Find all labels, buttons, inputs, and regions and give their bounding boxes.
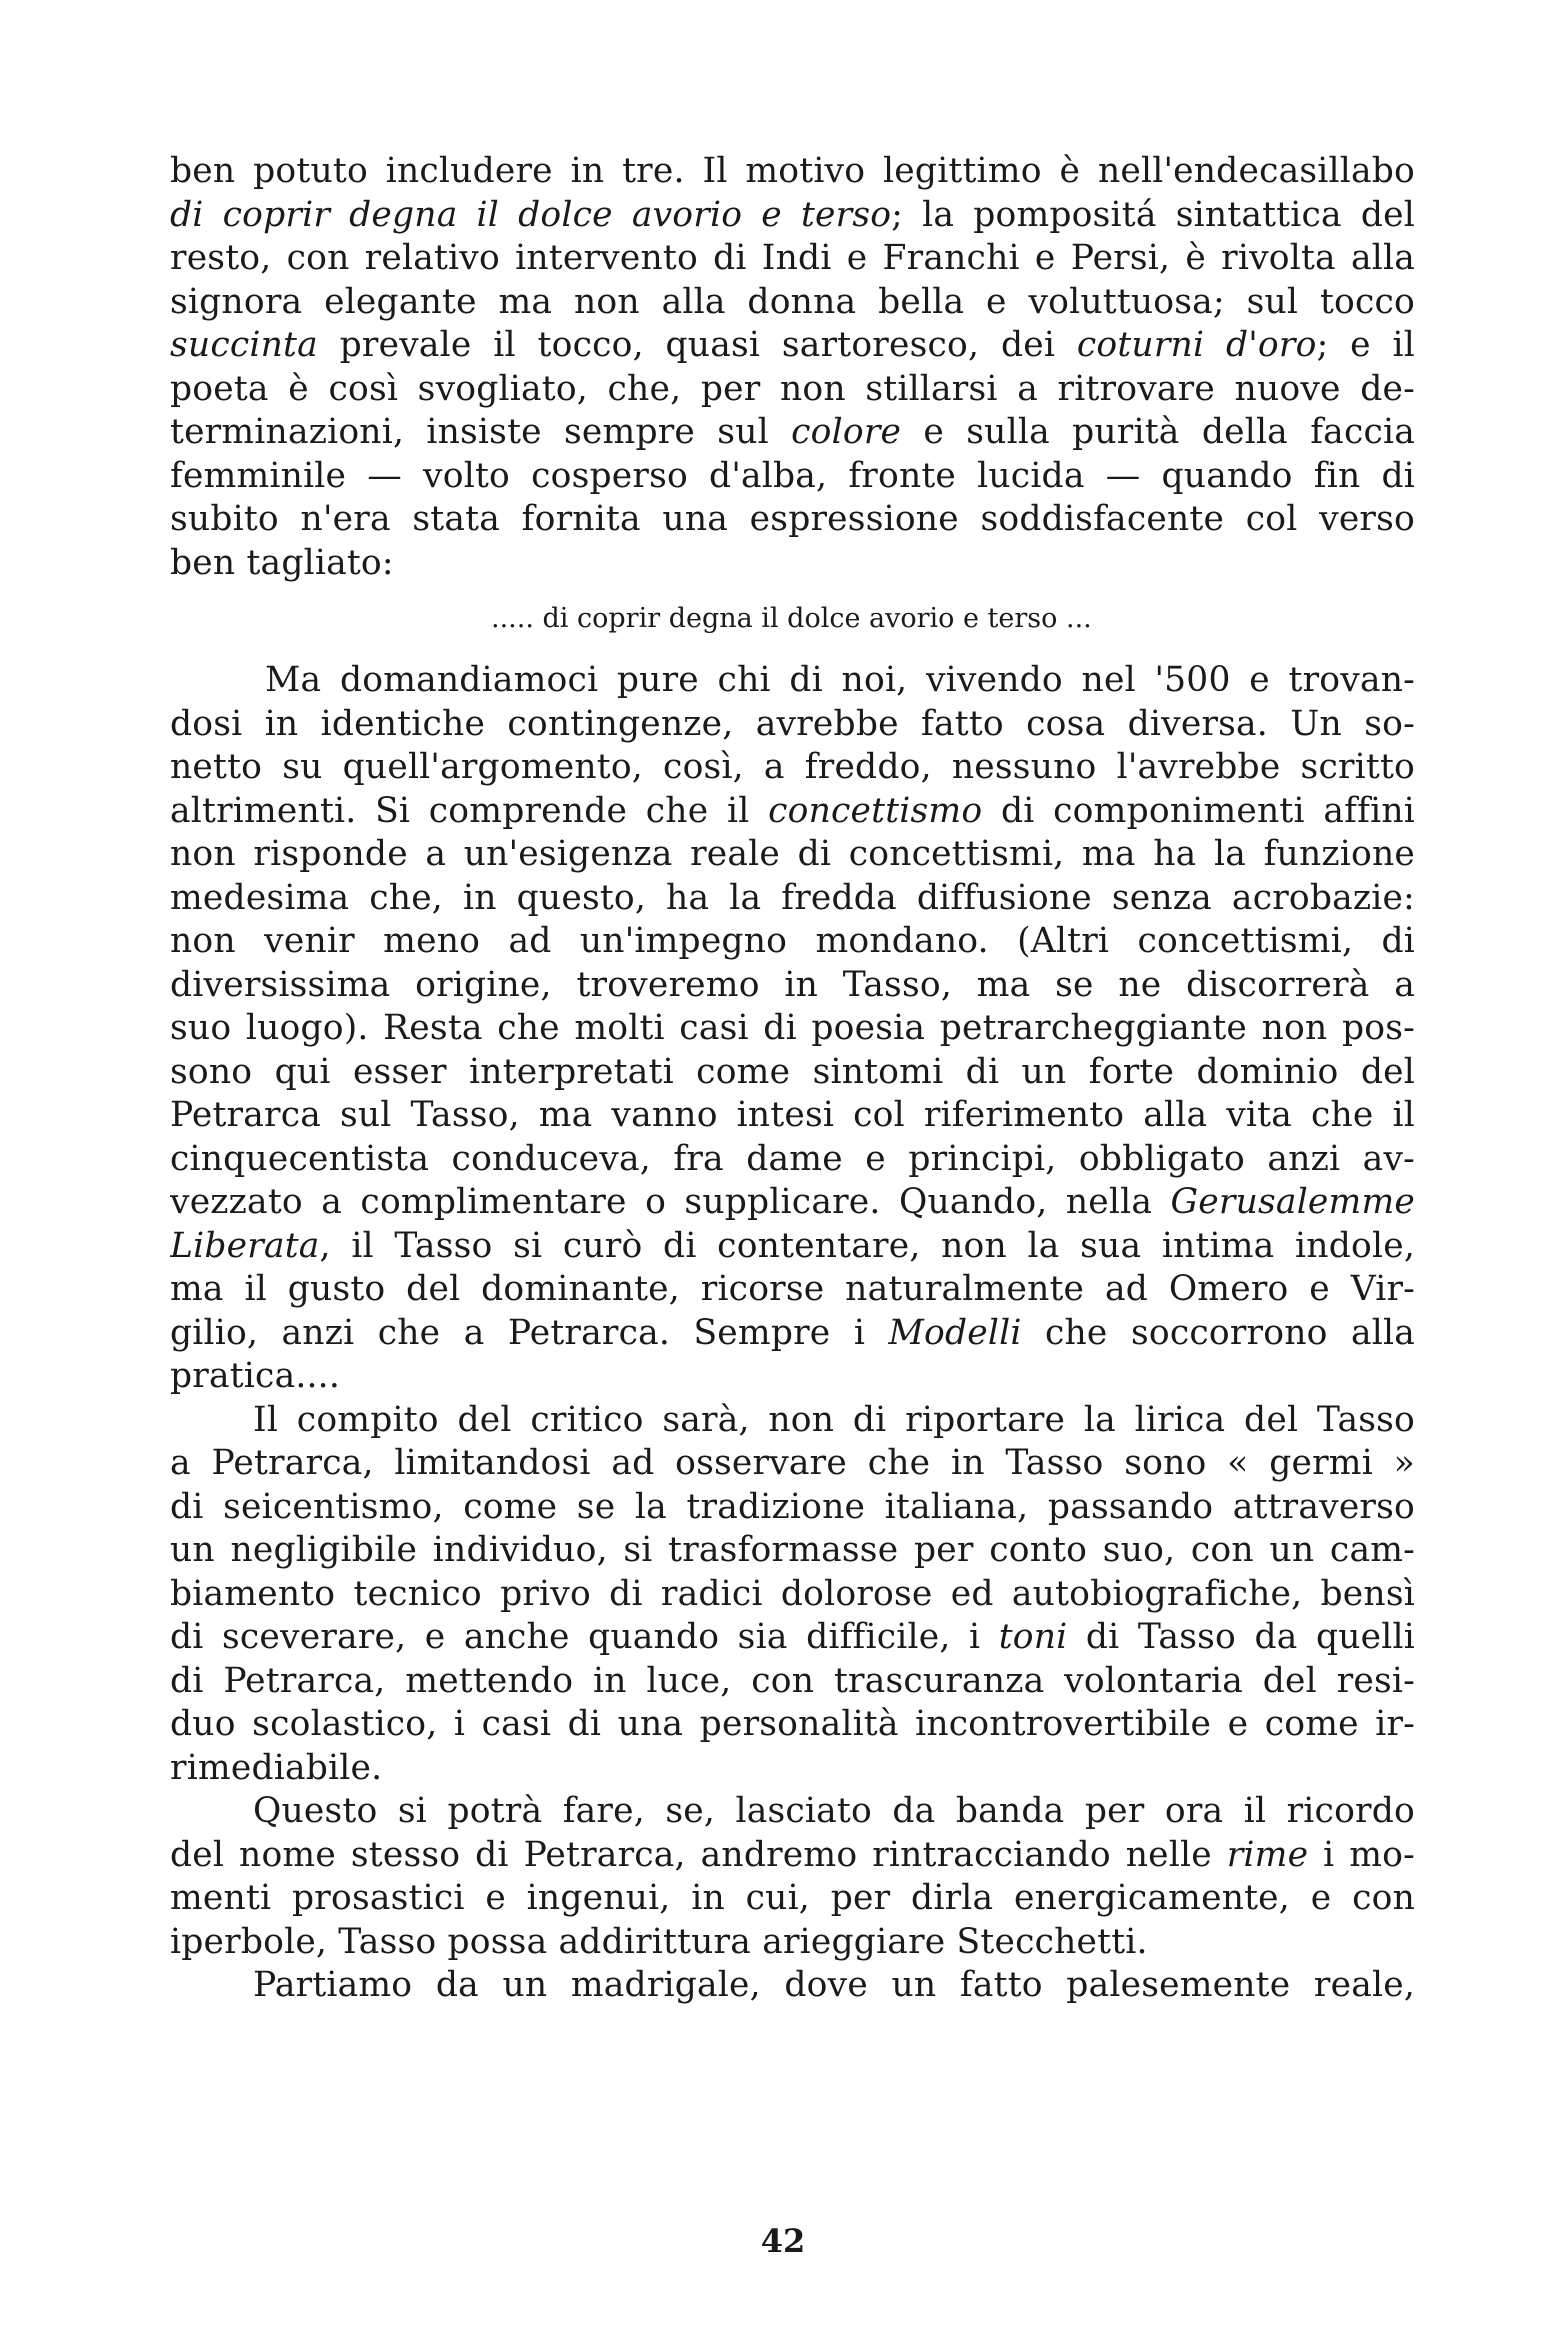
text-line: Questo si potrà fare, se, lasciato da banda per ora il ricordo	[253, 1791, 1415, 1831]
text-span: e sulla purità della faccia	[901, 412, 1415, 452]
text-line: cinquecentista conduceva, fra dame e principi, obbligato anzi av-	[170, 1138, 1415, 1179]
text-line: subito n'era stata fornita una espressione soddisfacente col verso	[170, 499, 1415, 539]
text-line	[170, 194, 1415, 238]
text-line: un negligibile individuo, si trasformasse per conto suo, con un cam-	[170, 1530, 1415, 1570]
text-span: gilio, anzi che a Petrarca. Sempre i	[170, 1312, 889, 1353]
text-line: poeta è così svogliato, che, per non stillarsi a ritrovare nuove de-	[170, 368, 1415, 409]
text-line: duo scolastico, i casi di una personalità incontrovertibile e come ir-	[170, 1704, 1415, 1744]
text-line: ben potuto includere in tre. Il motivo legittimo è nell'endecasillabo	[170, 151, 1415, 191]
paragraph-1	[170, 150, 1415, 585]
text-line: resto, con relativo intervento di Indi e Franchi e Persi, è rivolta alla	[170, 238, 1415, 278]
text-span: , il Tasso si curò di contentare, non la sua intima indole,	[319, 1225, 1415, 1266]
italic-word: Modelli	[888, 1312, 1022, 1353]
italic-word: Gerusalemme	[1170, 1182, 1415, 1222]
text-line: diversissima origine, troveremo in Tasso, ma se ne discorrerà a	[170, 964, 1415, 1005]
italic-word: Liberata	[170, 1225, 320, 1266]
text-line: Il compito del critico sarà, non di riportare la lirica del Tasso	[253, 1399, 1415, 1440]
text-span: ; la pompositá sintattica del	[891, 194, 1415, 235]
text-line	[170, 1616, 1415, 1660]
text-line: netto su quell'argomento, così, a freddo, nessuno l'avrebbe scritto	[170, 747, 1415, 787]
text-line: non risponde a un'esigenza reale di concettismi, ma ha la funzione	[170, 834, 1415, 874]
text-line: suo luogo). Resta che molti casi di poesia petrarcheggiante non pos-	[170, 1008, 1415, 1048]
italic-phrase: coturni d'oro	[1076, 325, 1317, 365]
text-line: ma il gusto del dominante, ricorse naturalmente ad Omero e Vir-	[170, 1269, 1415, 1309]
text-span: ; e il	[1316, 325, 1415, 365]
italic-word: succinta	[170, 325, 318, 365]
text-line: signora elegante ma non alla donna bella e voluttuosa; sul tocco	[170, 281, 1415, 322]
italic-word: rime	[1226, 1834, 1309, 1875]
text-line	[170, 1225, 1415, 1269]
text-line	[170, 1312, 1415, 1356]
italic-word: toni	[998, 1617, 1068, 1657]
verse-quote: ..... di coprir degna il dolce avorio e terso ...	[491, 603, 1092, 634]
text-line	[170, 790, 1415, 834]
page-number: 42	[760, 2222, 806, 2260]
text-span: terminazioni, insiste sempre sul	[170, 412, 792, 452]
text-line	[170, 411, 1415, 455]
paragraph-5	[170, 1964, 1415, 2008]
text-line: Partiamo da un madrigale, dove un fatto palesemente reale,	[253, 1965, 1415, 2005]
text-line	[170, 1834, 1415, 1878]
text-line: ben tagliato:	[170, 542, 394, 583]
text-span: prevale il tocco, quasi sartoresco, dei	[317, 325, 1077, 365]
page-body	[170, 150, 1415, 2008]
text-span: di componimenti affini	[982, 790, 1415, 831]
paragraph-2	[170, 659, 1415, 1399]
paragraph-3	[170, 1399, 1415, 1791]
text-line: Petrarca sul Tasso, ma vanno intesi col riferimento alla vita che il	[170, 1095, 1415, 1135]
text-span: altrimenti. Si comprende che il	[170, 790, 769, 831]
text-line: pratica....	[170, 1356, 341, 1396]
text-line: di Petrarca, mettendo in luce, con trascuranza volontaria del resi-	[170, 1660, 1415, 1701]
text-line: dosi in identiche contingenze, avrebbe fatto cosa diversa. Un so-	[170, 703, 1415, 744]
text-span: di sceverare, e anche quando sia difficile, i	[170, 1617, 999, 1657]
text-span: del nome stesso di Petrarca, andremo rintracciando nelle	[170, 1834, 1227, 1875]
text-line: non venir meno ad un'impegno mondano. (Altri concettismi, di	[170, 921, 1415, 961]
text-line: sono qui esser interpretati come sintomi di un forte dominio del	[170, 1051, 1415, 1092]
text-span: che soccorrono alla	[1021, 1312, 1415, 1353]
text-span: i mo-	[1308, 1834, 1415, 1875]
text-line: a Petrarca, limitandosi ad osservare che in Tasso sono « germi »	[170, 1443, 1415, 1483]
text-span: di Tasso da quelli	[1067, 1617, 1415, 1657]
text-line: biamento tecnico privo di radici dolorose ed autobiografiche, bensì	[170, 1573, 1415, 1614]
italic-word: colore	[791, 412, 902, 452]
text-line: medesima che, in questo, ha la fredda diffusione senza acrobazie:	[170, 877, 1415, 918]
text-line: rimediabile.	[170, 1747, 383, 1788]
text-line	[170, 324, 1415, 368]
italic-phrase: di coprir degna il dolce avorio e terso	[170, 194, 892, 235]
text-line	[170, 1181, 1415, 1225]
text-line: femminile — volto cosperso d'alba, fronte lucida — quando fin di	[170, 455, 1415, 496]
text-line: menti prosastici e ingenui, in cui, per dirla energicamente, e con	[170, 1878, 1415, 1918]
text-line: iperbole, Tasso possa addirittura arieggiare Stecchetti.	[170, 1921, 1148, 1962]
text-line: Ma domandiamoci pure chi di noi, vivendo nel '500 e trovan-	[265, 660, 1415, 700]
paragraph-4	[170, 1790, 1415, 1964]
text-span: vezzato a complimentare o supplicare. Quando, nella	[170, 1182, 1171, 1222]
italic-word: concettismo	[768, 790, 983, 831]
text-line: di seicentismo, come se la tradizione italiana, passando attraverso	[170, 1486, 1415, 1527]
